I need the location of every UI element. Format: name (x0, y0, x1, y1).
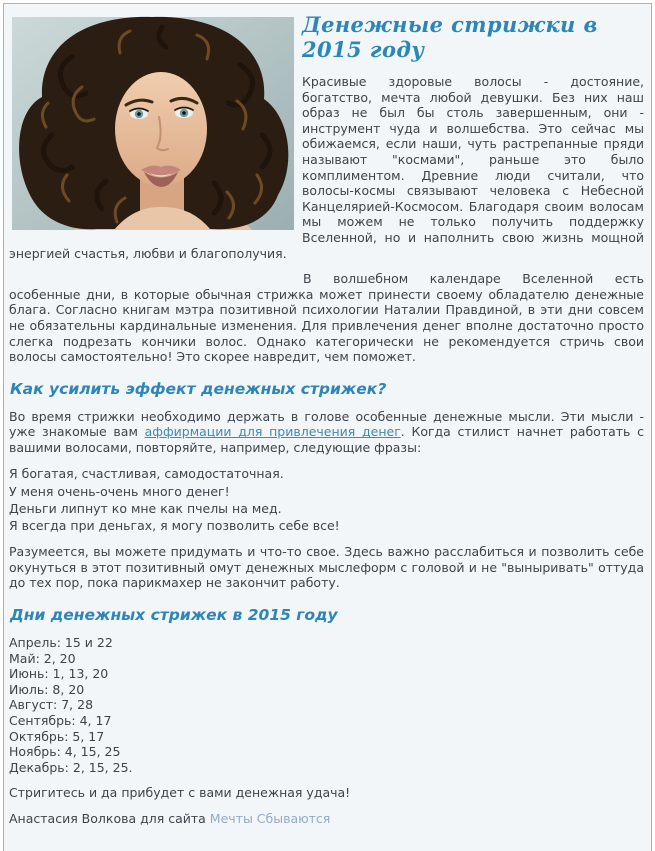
thoughts-text-before: Во время стрижки необходимо держать в голове особенные денежные мысли. Эти мысли - уже знакомые вам (9, 408, 644, 440)
schedule-line: Июль: 8, 20 (9, 681, 85, 697)
affirmation-line: Я богатая, счастливая, самодостаточная. (9, 466, 284, 482)
byline (9, 811, 644, 827)
schedule-line: Май: 2, 20 (9, 650, 76, 666)
paragraph-calendar: В волшебном календаре Вселенной есть особенные дни, в которые обычная стрижка может принести своему обладателю денежные блага. Согласно книгам мэтра позитивной психологии Наталии Правдиной, в эти дни совсем не обязательны кардинальные изменения. Для привлечения денег вполне достаточно просто слегка подрезать кончики волос. Однако категорически не рекомендуется стричь свои волосы самостоятельно! Это скорее навредит, чем поможет. (9, 271, 644, 365)
portrait-photo (12, 17, 294, 230)
heading-days: Дни денежных стрижек в 2015 году (10, 606, 338, 625)
paragraph-intro: Красивые здоровые волосы - достояние, богатство, мечта любой девушки. Без них наш образ не был бы столь завершенным, они - инструмент чуда и волшебства. Это сейчас мы обижаемся, если наши, чуть растрепанные пряди называют "космами", раньше это было комплиментом. Древние люди считали, что волосы-космы связывают человека с Небесной Канцелярией-Космосом. Благодаря своим волосам мы можем не только получить поддержку Вселенной, но и наполнить свою жизнь мощной энергией счастья, любви и благополучия. (9, 74, 644, 261)
schedule-line: Сентябрь: 4, 17 (9, 713, 112, 729)
affirmation-list (9, 465, 644, 534)
paragraph-thoughts (9, 409, 644, 456)
schedule-line: Август: 7, 28 (9, 697, 94, 713)
affirmation-line: У меня очень-очень много денег! (9, 483, 230, 499)
heading-effect: Как усилить эффект денежных стрижек? (10, 379, 387, 398)
byline-site-link[interactable]: Мечты Сбываются (209, 811, 331, 826)
affirmation-line: Деньги липнут ко мне как пчелы на мед. (9, 500, 282, 516)
schedule-line: Апрель: 15 и 22 (9, 635, 113, 651)
thoughts-text-after: . Когда стилист начнет работать с вашими волосами, повторяйте, например, следующие фразы: (9, 424, 644, 455)
byline-text: Анастасия Волкова для сайта (9, 811, 210, 826)
article-page (3, 3, 652, 851)
schedule-line: Ноябрь: 4, 15, 25 (9, 744, 121, 760)
schedule-list (9, 635, 644, 775)
schedule-line: Июнь: 1, 13, 20 (9, 666, 109, 682)
schedule-line: Октябрь: 5, 17 (9, 728, 105, 744)
schedule-line: Декабрь: 2, 15, 25. (9, 759, 133, 775)
affirmation-line: Я всегда при деньгах, я могу позволить себе все! (9, 518, 340, 534)
closing-line: Стригитесь и да прибудет с вами денежная удача! (9, 785, 351, 801)
paragraph-own-thoughts: Разумеется, вы можете придумать и что-то свое. Здесь важно расслабиться и позволить себе окунуться в этот позитивный омут денежных мыслеформ с головой и не "выныривать" оттуда до тех пор, пока парикмахер не закончит работу. (9, 544, 644, 591)
page-title: Денежные стрижки в 2015 году (302, 12, 598, 62)
affirmations-link[interactable]: аффирмации для привлечения денег (144, 424, 401, 440)
